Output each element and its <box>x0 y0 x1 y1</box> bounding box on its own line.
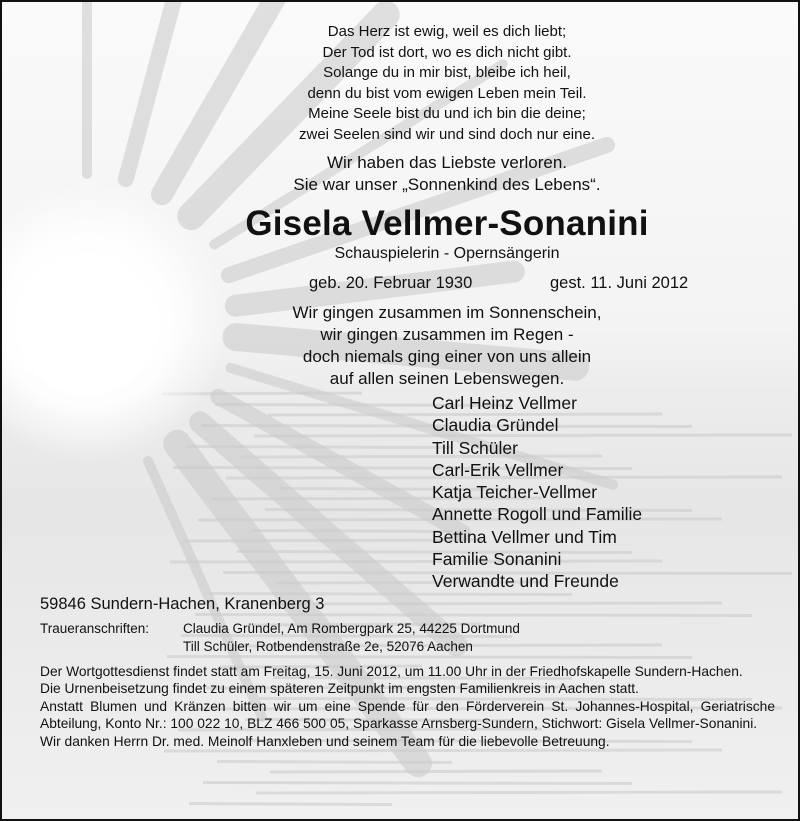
poem-line: denn du bist vom ewigen Leben mein Teil. <box>307 84 587 102</box>
mourning-address: Claudia Gründel, Am Rombergpark 25, 44225 Dortmund <box>183 621 520 636</box>
mourner: Katja Teicher-Vellmer <box>432 482 598 503</box>
intro <box>207 152 687 196</box>
birth-date: geb. 20. Februar 1930 <box>309 274 473 292</box>
mourners-list <box>432 392 642 593</box>
mourner: Till Schüler <box>432 437 518 458</box>
donation-info: Anstatt Blumen und Kränzen bitten wir um eine Spende für den Förderverein St. Johannes-Hospital, Geriatrische Abteilung, Konto Nr.: 100 022 10, BLZ 466 500 05, Sparkasse Arnsberg-Sundern, Stichwort: Gisela Vellmer-Sonanini. <box>40 698 775 732</box>
intro-line: Sie war unser „Sonnenkind des Lebens“. <box>293 175 601 194</box>
mourning-addresses <box>40 620 520 656</box>
poem-line: Solange du in mir bist, bleibe ich heil, <box>323 64 571 81</box>
mourner: Carl-Erik Vellmer <box>432 459 564 480</box>
death-date: gest. 11. Juni 2012 <box>550 274 689 292</box>
poem-line: Meine Seele bist du und ich bin die deine; <box>308 105 586 122</box>
mourner: Familie Sonanini <box>432 549 562 570</box>
notice-text <box>2 2 800 821</box>
poem <box>207 22 687 145</box>
verse-line: wir gingen zusammen im Regen - <box>320 325 574 344</box>
mourner: Carl Heinz Vellmer <box>432 393 577 413</box>
service-info: Der Wortgottesdienst findet statt am Freitag, 15. Juni 2012, um 11.00 Uhr in der Friedhofskapelle Sundern-Hachen. <box>40 664 743 679</box>
service-details <box>40 663 775 750</box>
verse-line: auf allen seinen Lebenswegen. <box>329 369 565 388</box>
intro-line: Wir haben das Liebste verloren. <box>326 153 568 172</box>
poem-line: Das Herz ist ewig, weil es dich liebt; <box>327 23 567 40</box>
poem-line: Der Tod ist dort, wo es dich nicht gibt. <box>322 43 572 61</box>
mourning-address: Till Schüler, Rotbendenstraße 2e, 52076 Aachen <box>183 639 473 654</box>
poem-line: zwei Seelen sind wir und sind doch nur eine. <box>298 125 595 143</box>
verse-line: doch niemals ging einer von uns allein <box>302 347 592 366</box>
mourner: Verwandte und Freunde <box>432 571 619 592</box>
mourning-addresses-label: Traueranschriften: <box>40 621 150 636</box>
mourner: Bettina Vellmer und Tim <box>432 526 617 547</box>
verse <box>207 302 687 390</box>
mourner: Claudia Gründel <box>432 415 559 436</box>
mourner: Annette Rogoll und Familie <box>432 504 643 525</box>
deceased-profession: Schauspielerin - Opernsängerin <box>334 245 560 262</box>
urn-burial-info: Die Urnenbeisetzung findet zu einem späteren Zeitpunkt im engsten Familienkreis in Aachen statt. <box>40 681 639 697</box>
verse-line: Wir gingen zusammen im Sonnenschein, <box>292 303 602 322</box>
thanks-note: Wir danken Herrn Dr. med. Meinolf Hanxleben und seinem Team für die liebevolle Betreuung. <box>40 733 610 749</box>
deceased-name: Gisela Vellmer-Sonanini <box>245 204 649 243</box>
family-address: 59846 Sundern-Hachen, Kranenberg 3 <box>40 595 325 613</box>
